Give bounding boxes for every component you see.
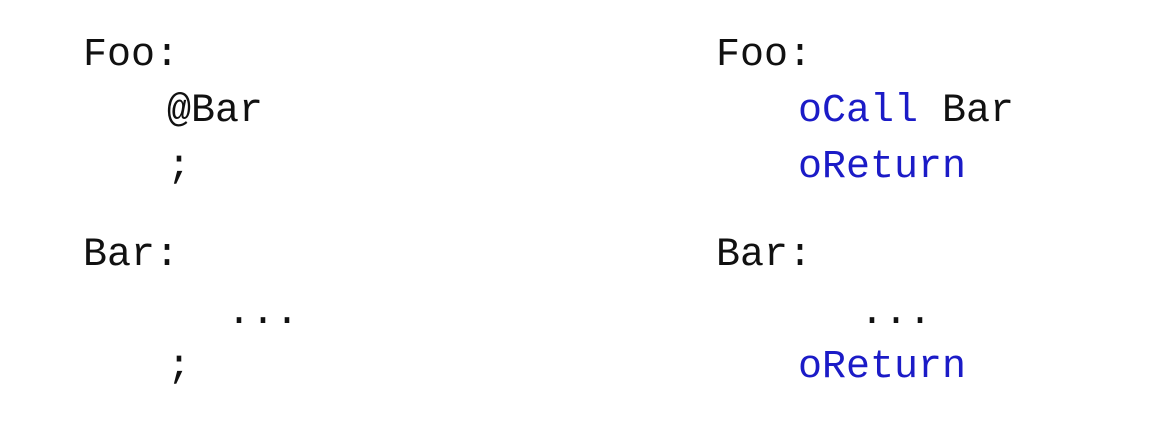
bar-body-ellipsis: ...	[860, 291, 933, 336]
bar-return-keyword: oReturn	[798, 345, 967, 390]
foo-label: Foo:	[83, 33, 180, 78]
bar-body-ellipsis: ...	[227, 291, 300, 336]
call-bar-statement: @Bar	[167, 89, 264, 134]
bar-label: Bar:	[83, 233, 180, 278]
source-code-column	[83, 31, 503, 411]
ocall-target: Bar	[918, 89, 1015, 134]
bar-terminator: ;	[167, 345, 192, 390]
compiled-code-column	[716, 31, 1146, 411]
bar-label: Bar:	[716, 233, 813, 278]
ocall-keyword: oCall	[798, 89, 919, 134]
foo-label: Foo:	[716, 33, 813, 78]
foo-terminator: ;	[167, 145, 192, 190]
ocall-bar-line	[798, 87, 1014, 137]
foo-return-keyword: oReturn	[798, 145, 967, 190]
